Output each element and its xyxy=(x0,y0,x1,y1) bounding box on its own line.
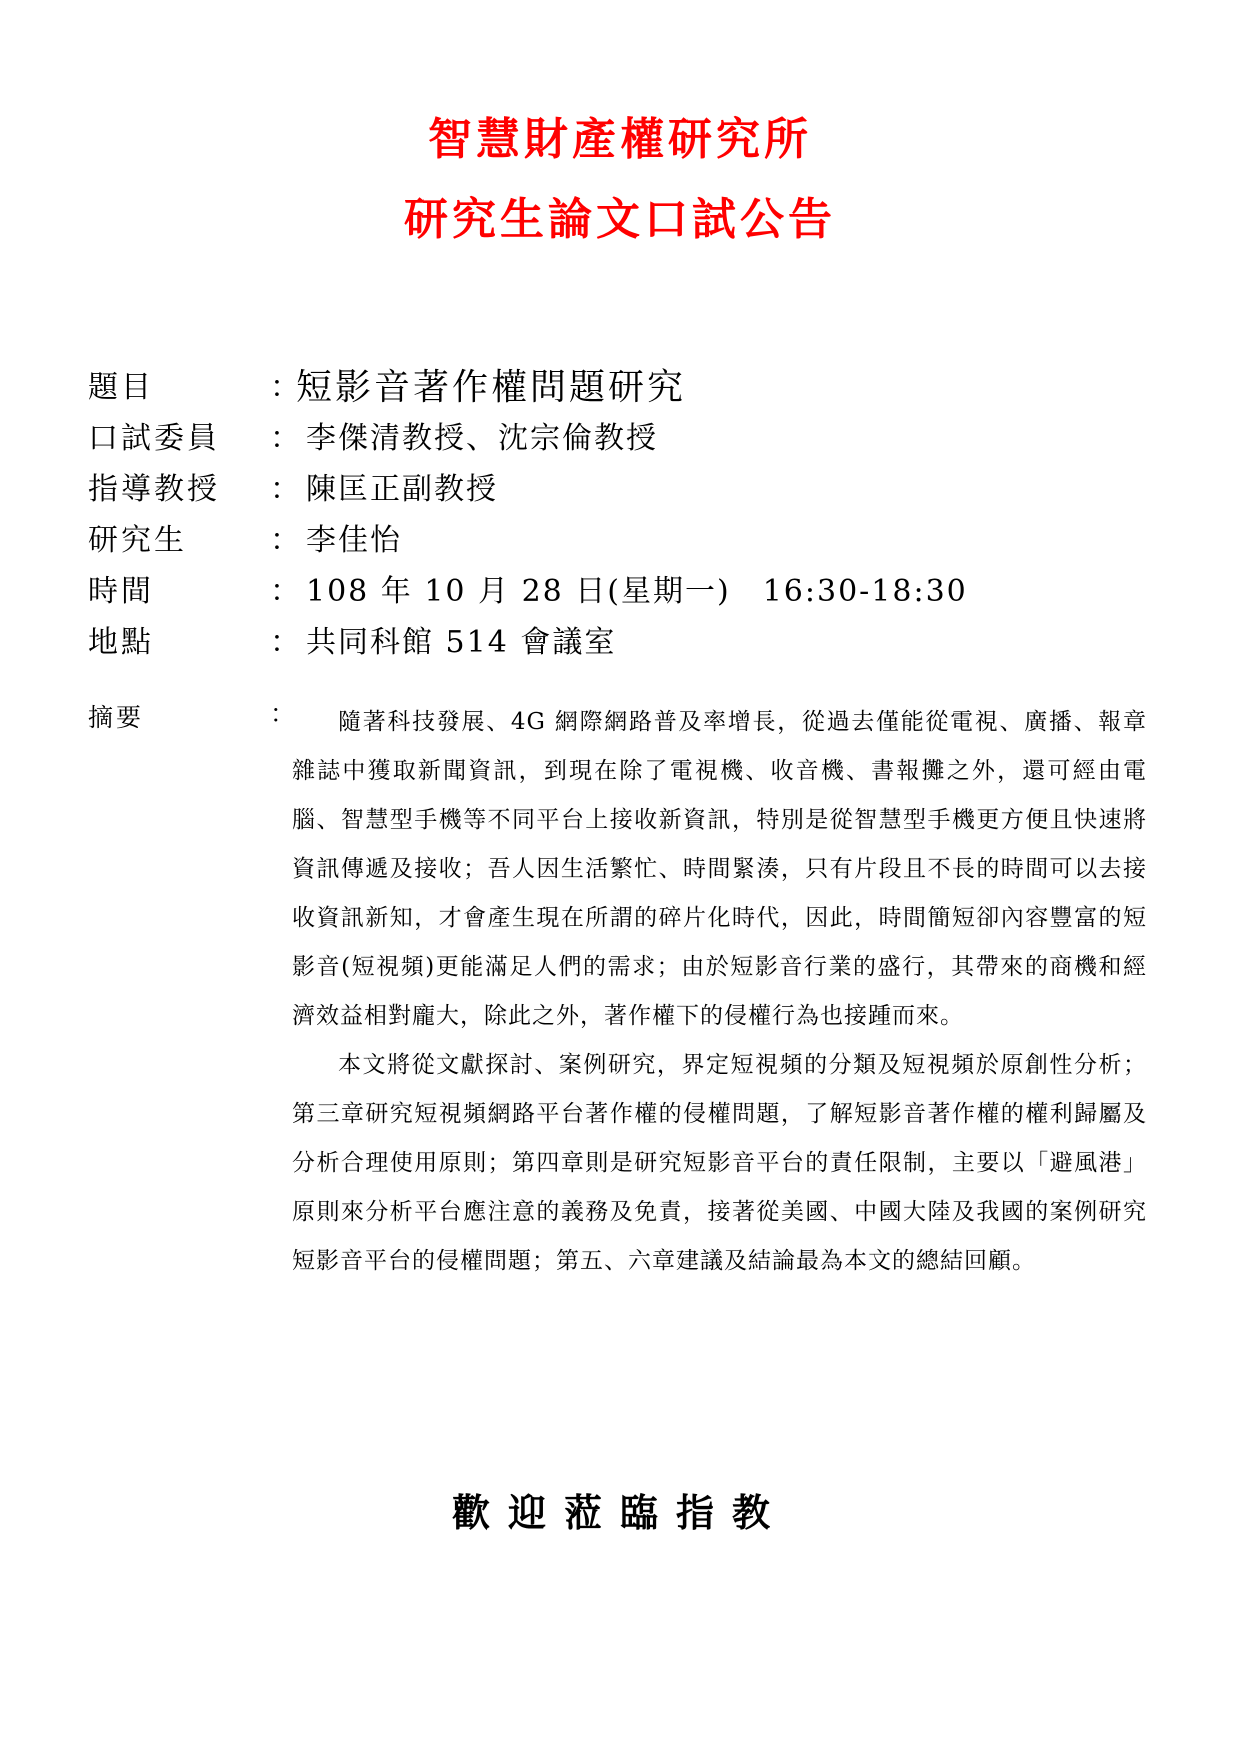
topic-label: 題目 xyxy=(88,370,154,405)
abstract-paragraph-2: 本文將從文獻探討、案例研究，界定短視頻的分類及短視頻於原創性分析；第三章研究短視頻網路平台著作權的侵權問題，了解短影音著作權的權利歸屬及分析合理使用原則；第四章則是研究短影音平台的責任限制，主要以「避風港」原則來分析平台應注意的義務及免責，接著從美國、中國大陸及我國的案例研究短影音平台的侵權問題；第五、六章建議及結論最為本文的總結回顧。 xyxy=(292,1052,1147,1274)
abstract-colon: ： xyxy=(270,699,296,728)
location-value: 共同科館 514 會議室 xyxy=(306,625,617,660)
student-label: 研究生 xyxy=(88,523,187,558)
notice-title: 研究生論文口試公告 xyxy=(404,194,836,245)
exam-info xyxy=(88,362,1148,668)
institute-title: 智慧財產權研究所 xyxy=(428,114,812,165)
student-colon: ： xyxy=(270,523,300,558)
abstract-label: 摘要 xyxy=(88,703,145,732)
abstract-paragraph-1: 隨著科技發展、4G 網際網路普及率增長，從過去僅能從電視、廣播、報章雜誌中獲取新聞資訊，到現在除了電視機、收音機、書報攤之外，還可經由電腦、智慧型手機等不同平台上接收新資訊，特別是從智慧型手機更方便且快速將資訊傳遞及接收；吾人因生活繁忙、時間緊湊，只有片段且不長的時間可以去接收資訊新知，才會產生現在所謂的碎片化時代，因此，時間簡短卻內容豐富的短影音(短視頻)更能滿足人們的需求；由於短影音行業的盛行，其帶來的商機和經濟效益相對龐大，除此之外，著作權下的侵權行為也接踵而來。 xyxy=(292,709,1147,1029)
advisor-row xyxy=(88,464,1148,515)
committee-row xyxy=(88,413,1148,464)
time-row xyxy=(88,566,1148,617)
advisor-value: 陳匡正副教授 xyxy=(306,472,498,507)
abstract-body xyxy=(292,698,1147,1286)
header xyxy=(0,100,1240,260)
time-colon: ： xyxy=(270,574,300,609)
topic-value: 短影音著作權問題研究 xyxy=(296,367,687,408)
time-label: 時間 xyxy=(88,574,154,609)
time-value: 108 年 10 月 28 日(星期一) 16:30-18:30 xyxy=(306,574,968,609)
location-colon: ： xyxy=(270,625,300,660)
advisor-label: 指導教授 xyxy=(88,472,220,507)
committee-colon: ： xyxy=(270,421,300,456)
topic-row xyxy=(88,362,1148,413)
advisor-colon: ： xyxy=(270,472,300,507)
committee-label: 口試委員 xyxy=(88,421,220,456)
student-row xyxy=(88,515,1148,566)
location-label: 地點 xyxy=(88,625,154,660)
student-value: 李佳怡 xyxy=(306,523,402,558)
location-row xyxy=(88,617,1148,668)
topic-colon: ： xyxy=(270,370,300,405)
committee-value: 李傑清教授、沈宗倫教授 xyxy=(306,421,658,456)
closing-welcome: 歡迎蒞臨指教 xyxy=(451,1490,788,1535)
